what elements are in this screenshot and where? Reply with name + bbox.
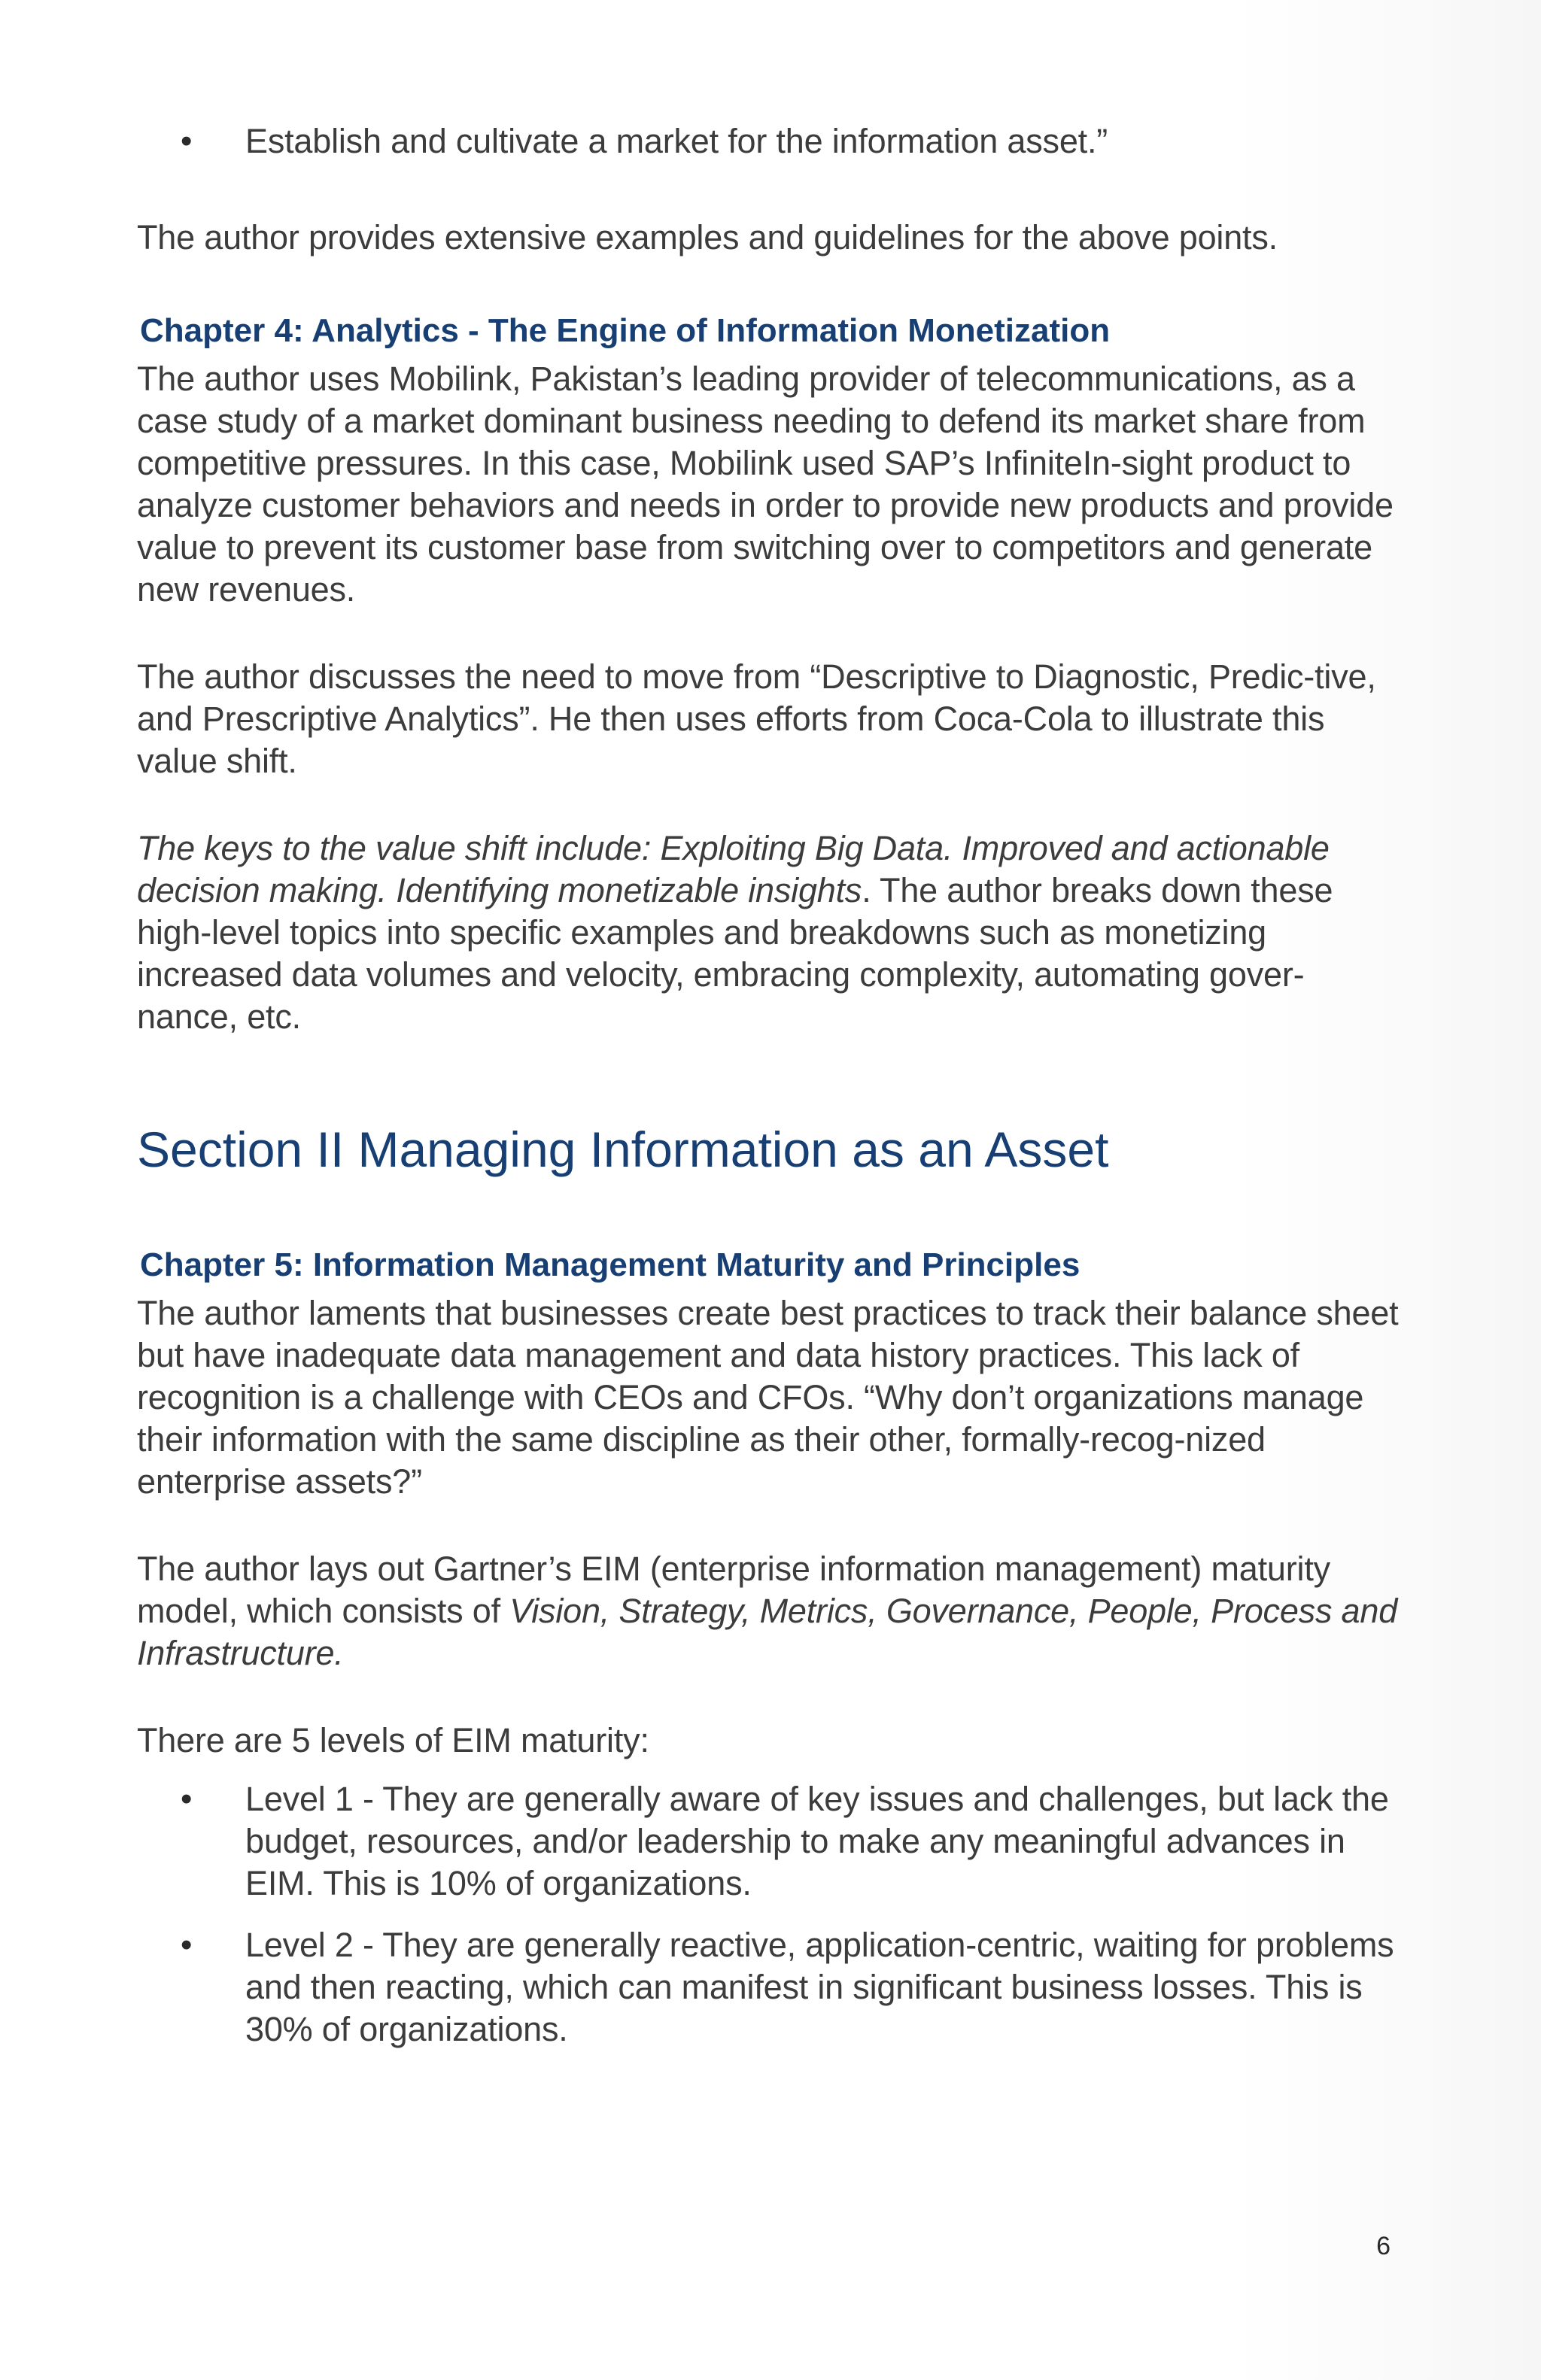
bullet-icon: • (181, 1780, 193, 1817)
section-2-heading: Section II Managing Information as an Asset (137, 1122, 1109, 1177)
bullet-icon: • (181, 123, 193, 159)
chapter-5-paragraph-2 (137, 1548, 1401, 1674)
intro-paragraph: The author provides extensive examples and guidelines for the above points. (137, 218, 1278, 257)
top-bullet-list (137, 120, 1401, 162)
chapter-4-paragraph-2: The author discusses the need to move from “Descriptive to Diagnostic, Predic-tive, and Prescriptive Analytics”. He then uses efforts from Coca-Cola to illustrate this value shift. (137, 657, 1376, 780)
eim-levels-list (137, 1778, 1401, 2051)
chapter-4-paragraph-3-italic: The keys to the value shift include: Exploiting Big Data. Improved and actionable decision making. Identifying monetizable insights (137, 829, 1330, 909)
list-item-text: Level 2 - They are generally reactive, application-centric, waiting for problems and then reacting, which can manifest in significant business losses. This is 30% of organizations. (245, 1926, 1394, 2048)
list-item (137, 1924, 1401, 2051)
chapter-4-paragraph-3-rest: . The author breaks down these high-level topics into specific examples and breakdowns such as monetizing increased data volumes and velocity, embracing complexity, automating gover-nance, etc. (137, 871, 1333, 1036)
chapter-4-heading: Chapter 4: Analytics - The Engine of Information Monetization (140, 312, 1111, 349)
list-item (137, 1778, 1401, 1905)
bullet-icon: • (181, 1926, 193, 1963)
chapter-5-paragraph-3: There are 5 levels of EIM maturity: (137, 1721, 649, 1759)
chapter-5-paragraph-2-start: The author lays out Gartner’s EIM (enterprise information management) maturity model, which consists of (137, 1550, 1330, 1630)
list-item-text: Establish and cultivate a market for the information asset.” (245, 122, 1108, 160)
list-item (137, 120, 1401, 162)
chapter-4-paragraph-3 (137, 827, 1401, 1038)
chapter-5-heading: Chapter 5: Information Management Maturity and Principles (140, 1246, 1081, 1283)
page-number: 6 (1376, 2232, 1391, 2260)
chapter-5-paragraph-1: The author laments that businesses create best practices to track their balance sheet but have inadequate data management and data history practices. This lack of recognition is a challenge with CEOs and CFOs. “Why don’t organizations manage their information with the same discipline as their other, formally-recog-nized enterprise assets?” (137, 1294, 1399, 1501)
list-item-text: Level 1 - They are generally aware of key issues and challenges, but lack the budget, resources, and/or leadership to make any meaningful advances in EIM. This is 10% of organizations. (245, 1780, 1389, 1902)
chapter-4-paragraph-1: The author uses Mobilink, Pakistan’s leading provider of telecommunications, as a case study of a market dominant business needing to defend its market share from competitive pressures. In this case, Mobilink used SAP’s InfiniteIn-sight product to analyze customer behaviors and needs in order to provide new products and provide value to prevent its customer base from switching over to competitors and generate new revenues. (137, 360, 1394, 609)
page-content (137, 120, 1401, 2070)
chapter-5-paragraph-2-italic: Vision, Strategy, Metrics, Governance, People, Process and Infrastructure. (137, 1592, 1398, 1672)
